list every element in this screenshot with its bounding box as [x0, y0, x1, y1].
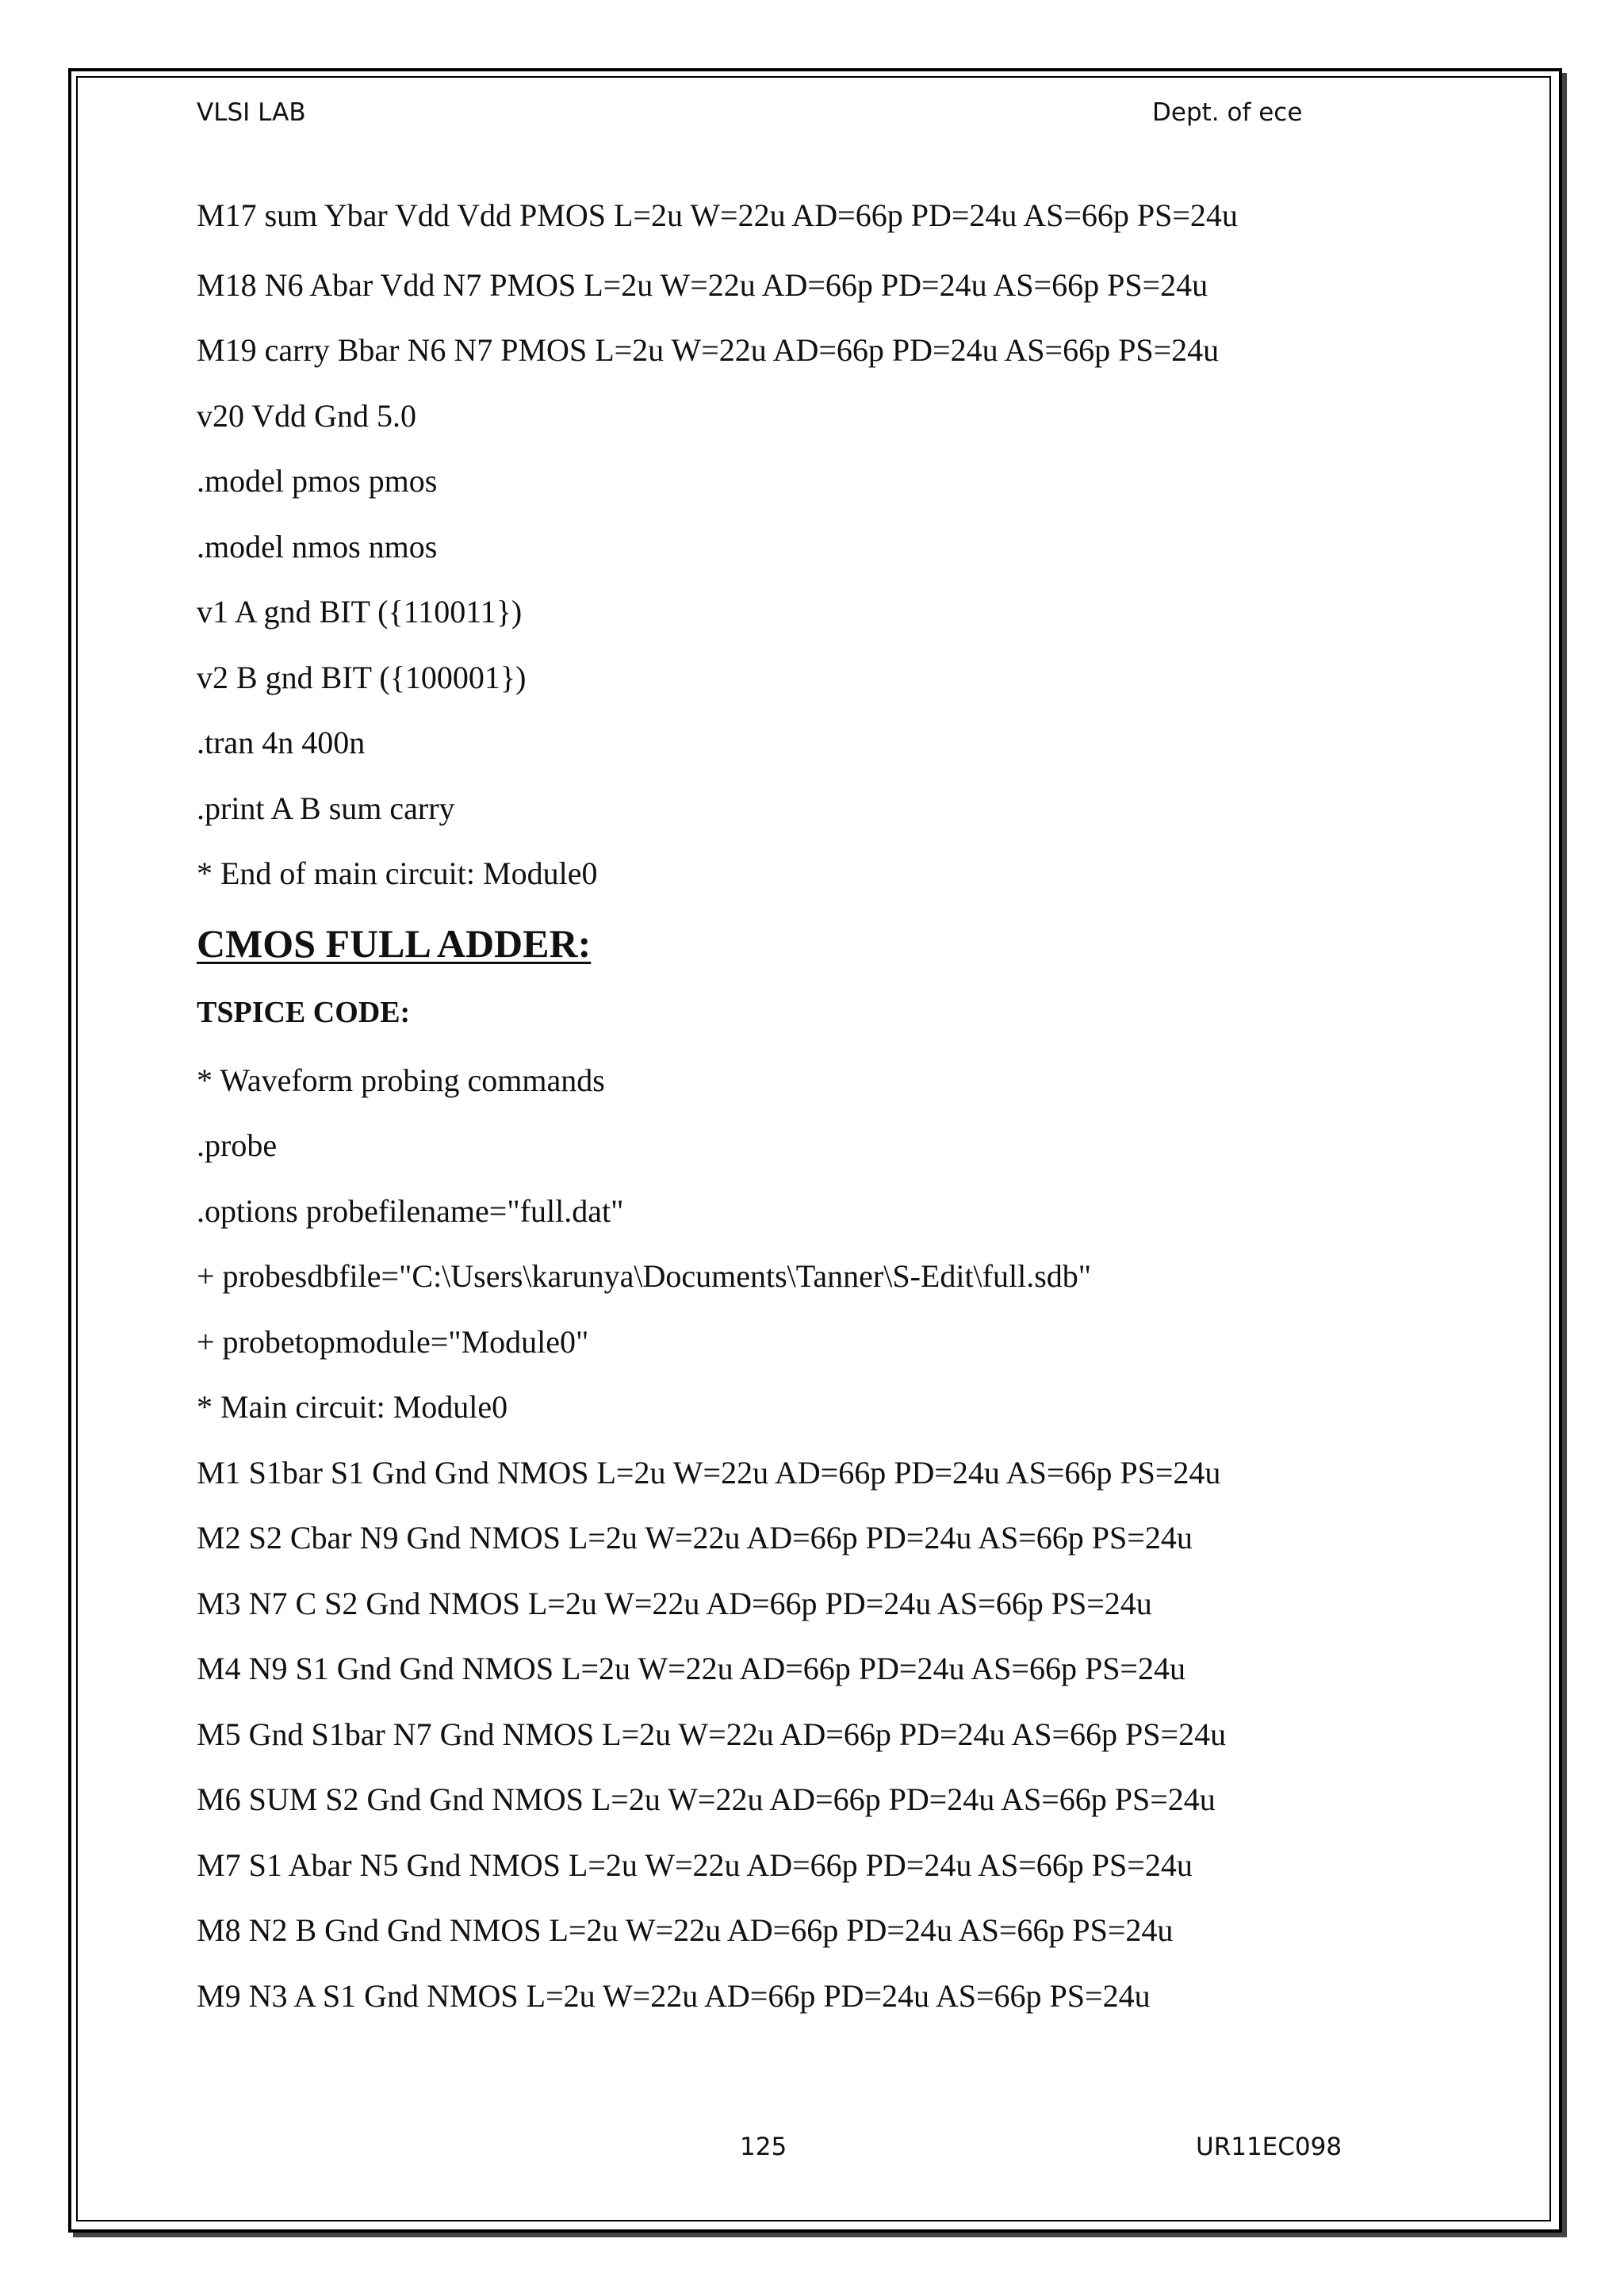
code-line: M8 N2 B Gnd Gnd NMOS L=2u W=22u AD=66p PD=24u AS=66p PS=24u: [197, 1912, 1174, 1948]
header-lab-title: VLSI LAB: [197, 98, 306, 127]
code-line: v2 B gnd BIT ({100001}): [197, 660, 527, 695]
code-line: M18 N6 Abar Vdd N7 PMOS L=2u W=22u AD=66p PD=24u AS=66p PS=24u: [197, 267, 1208, 303]
code-line: M1 S1bar S1 Gnd Gnd NMOS L=2u W=22u AD=66p PD=24u AS=66p PS=24u: [197, 1455, 1221, 1490]
section-heading: CMOS FULL ADDER:: [197, 921, 592, 966]
header-department: Dept. of ece: [1152, 98, 1303, 127]
code-line: M19 carry Bbar N6 N7 PMOS L=2u W=22u AD=66p PD=24u AS=66p PS=24u: [197, 332, 1220, 368]
code-line: * End of main circuit: Module0: [197, 855, 598, 891]
code-line: .print A B sum carry: [197, 790, 455, 826]
code-line: M5 Gnd S1bar N7 Gnd NMOS L=2u W=22u AD=66p PD=24u AS=66p PS=24u: [197, 1716, 1227, 1752]
code-line: + probesdbfile="C:\Users\karunya\Documents\Tanner\S-Edit\full.sdb": [197, 1258, 1092, 1294]
code-line: M17 sum Ybar Vdd Vdd PMOS L=2u W=22u AD=66p PD=24u AS=66p PS=24u: [197, 197, 1238, 233]
code-line: M2 S2 Cbar N9 Gnd NMOS L=2u W=22u AD=66p PD=24u AS=66p PS=24u: [197, 1520, 1193, 1556]
code-line: v1 A gnd BIT ({110011}): [197, 594, 523, 629]
code-line: M4 N9 S1 Gnd Gnd NMOS L=2u W=22u AD=66p PD=24u AS=66p PS=24u: [197, 1651, 1185, 1686]
code-line: M3 N7 C S2 Gnd NMOS L=2u W=22u AD=66p PD=24u AS=66p PS=24u: [197, 1586, 1152, 1621]
code-line: * Main circuit: Module0: [197, 1389, 508, 1425]
code-line: M7 S1 Abar N5 Gnd NMOS L=2u W=22u AD=66p PD=24u AS=66p PS=24u: [197, 1847, 1193, 1883]
code-line: * Waveform probing commands: [197, 1062, 605, 1098]
code-line: M9 N3 A S1 Gnd NMOS L=2u W=22u AD=66p PD=24u AS=66p PS=24u: [197, 1978, 1151, 2014]
code-line: v20 Vdd Gnd 5.0: [197, 398, 417, 434]
section-subheading: TSPICE CODE:: [197, 996, 411, 1029]
code-line: .tran 4n 400n: [197, 725, 366, 760]
code-line: .model nmos nmos: [197, 529, 438, 564]
code-line: M6 SUM S2 Gnd Gnd NMOS L=2u W=22u AD=66p PD=24u AS=66p PS=24u: [197, 1781, 1216, 1817]
code-line: + probetopmodule="Module0": [197, 1324, 589, 1360]
code-line: .model pmos pmos: [197, 463, 438, 499]
footer-page-number: 125: [740, 2133, 787, 2161]
code-line: .probe: [197, 1127, 278, 1163]
code-line: .options probefilename="full.dat": [197, 1193, 624, 1229]
footer-roll-id: UR11EC098: [1196, 2133, 1342, 2161]
